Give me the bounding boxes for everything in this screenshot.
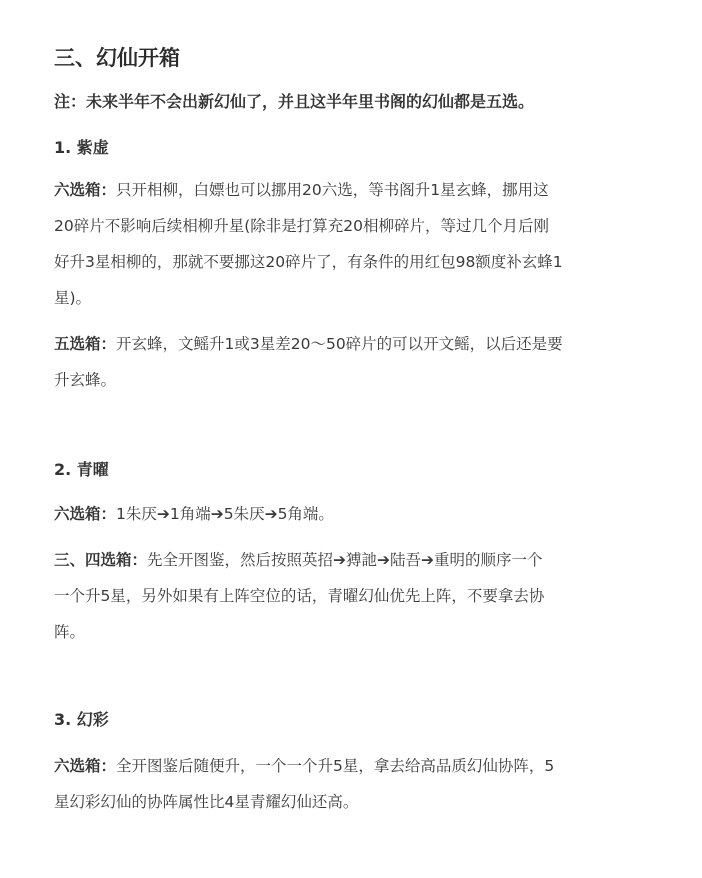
paragraph-zixu-six-box <box>54 172 650 316</box>
paragraph-label: 三、四选箱： <box>54 551 148 569</box>
paragraph-text: 1朱厌➔1角端➔5朱厌➔5角端。 <box>116 505 334 523</box>
paragraph-text: 只开相柳，白嫖也可以挪用20六选，等书阁升1星玄蜂，挪用这 <box>116 181 549 199</box>
paragraph-text: 开玄蜂，文鳐升1或3星差20～50碎片的可以开文鳐，以后还是要 <box>116 335 563 353</box>
paragraph-label: 五选箱： <box>54 335 117 353</box>
paragraph-line <box>54 326 650 362</box>
paragraph-line: 一个升5星，另外如果有上阵空位的话，青曜幻仙优先上阵，不要拿去协 <box>54 587 545 605</box>
section-heading-huancai: 3. 幻彩 <box>54 710 109 729</box>
paragraph-line: 阵。 <box>54 623 86 641</box>
paragraph-line <box>54 542 650 578</box>
page-title: 三、幻仙开箱 <box>54 46 180 70</box>
paragraph-line: 星幻彩幻仙的协阵属性比4星青耀幻仙还高。 <box>54 793 359 811</box>
section-heading-qingyao: 2. 青曜 <box>54 460 109 479</box>
paragraph-label: 六选箱： <box>54 181 117 199</box>
paragraph-label: 六选箱： <box>54 505 117 523</box>
paragraph-line <box>54 496 650 532</box>
paragraph-zixu-five-box <box>54 326 650 398</box>
section-heading-zixu: 1. 紫虚 <box>54 138 109 157</box>
paragraph-label: 六选箱： <box>54 757 117 775</box>
paragraph-line: 20碎片不影响后续相柳升星(除非是打算充20相柳碎片，等过几个月后刚 <box>54 217 549 235</box>
paragraph-qingyao-six-box <box>54 496 650 532</box>
paragraph-line <box>54 172 650 208</box>
paragraph-text: 全开图鉴后随便升，一个一个升5星，拿去给高品质幻仙协阵，5 <box>116 757 555 775</box>
note-text: 注：未来半年不会出新幻仙了，并且这半年里书阁的幻仙都是五选。 <box>54 92 535 111</box>
paragraph-huancai-six-box <box>54 748 650 820</box>
paragraph-qingyao-three-four-box <box>54 542 650 650</box>
paragraph-line <box>54 748 650 784</box>
paragraph-line: 好升3星相柳的，那就不要挪这20碎片了，有条件的用红包98额度补玄蜂1 <box>54 253 563 271</box>
paragraph-line: 升玄蜂。 <box>54 371 117 389</box>
paragraph-text: 先全开图鉴，然后按照英招➔猼訑➔陆吾➔重明的顺序一个 <box>147 551 543 569</box>
paragraph-line: 星)。 <box>54 289 92 307</box>
